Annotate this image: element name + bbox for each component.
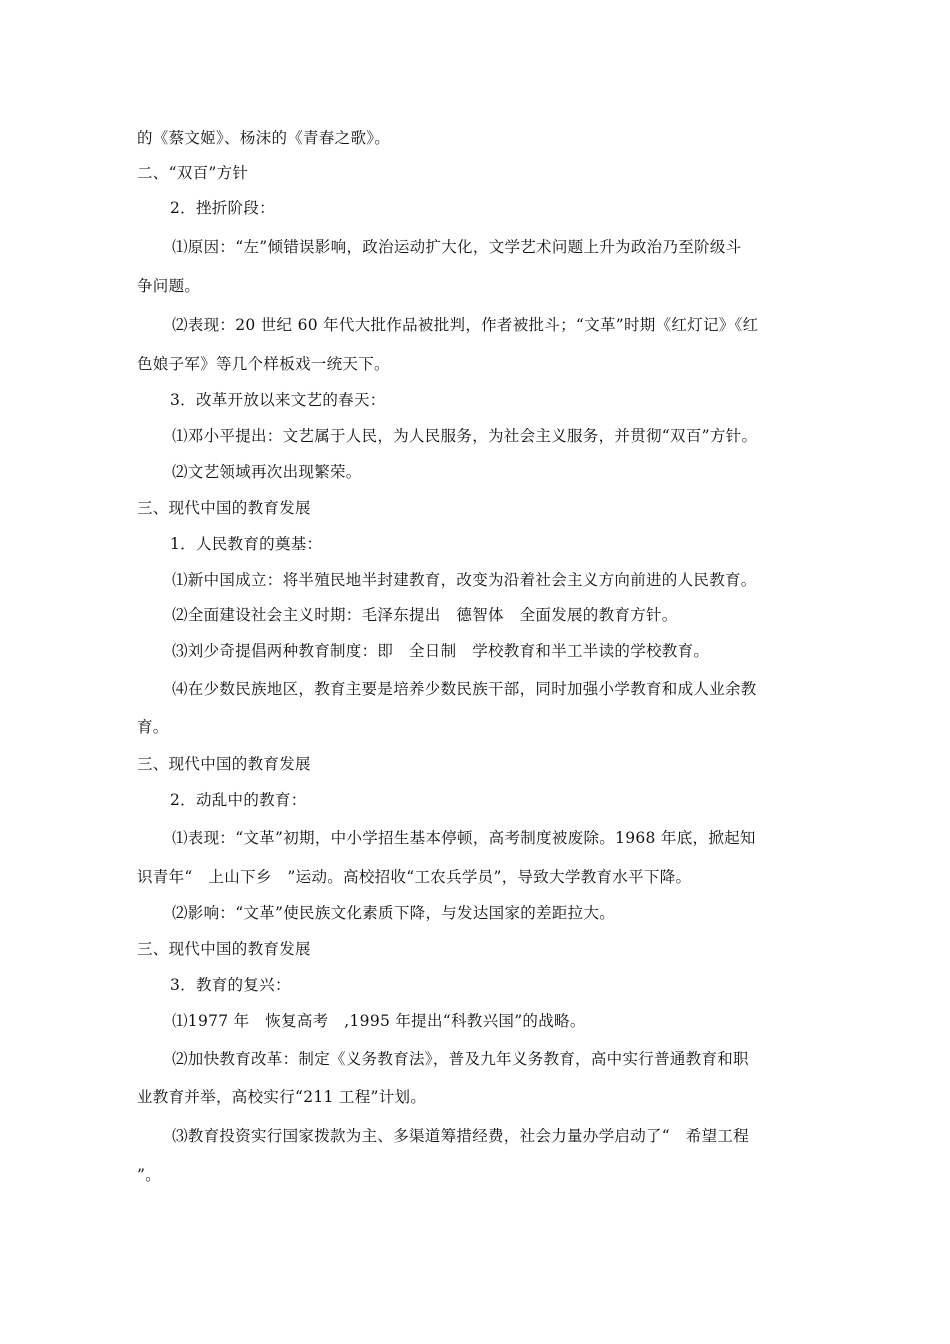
subsection-heading: 3．改革开放以来文艺的春天： <box>170 391 386 409</box>
text-line: ⑴表现：“文革”初期，中小学招生基本停顿，高考制度被废除。1968 年底，掀起知 <box>172 829 756 847</box>
text-line: 业教育并举，高校实行“211 工程”计划。 <box>137 1088 427 1106</box>
section-heading: 三、现代中国的教育发展 <box>137 499 311 517</box>
text-line: ⑷在少数民族地区，教育主要是培养少数民族干部，同时加强小学教育和成人业余教 <box>172 680 757 698</box>
subsection-heading: 1．人民教育的奠基： <box>170 535 323 553</box>
section-heading: 三、现代中国的教育发展 <box>137 940 311 958</box>
text-line: ⑵文艺领域再次出现繁荣。 <box>172 463 362 481</box>
text-line: ⑴邓小平提出：文艺属于人民，为人民服务，为社会主义服务，并贯彻“双百”方针。 <box>172 427 758 445</box>
text-line: ⑴新中国成立：将半殖民地半封建教育，改变为沿着社会主义方向前进的人民教育。 <box>172 571 757 589</box>
text-line: 育。 <box>137 718 169 736</box>
subsection-heading: 3．教育的复兴： <box>170 976 291 994</box>
text-line: ⑵影响：“文革”使民族文化素质下降，与发达国家的差距拉大。 <box>172 904 616 922</box>
text-line: 的《蔡文姬》、杨沫的《青春之歌》。 <box>137 129 391 147</box>
text-line: 识青年“ 上山下乡 ”运动。高校招收“工农兵学员”，导致大学教育水平下降。 <box>137 868 692 886</box>
text-line: ⑶刘少奇提倡两种教育制度：即 全日制 学校教育和半工半读的学校教育。 <box>172 642 710 660</box>
section-heading: 三、现代中国的教育发展 <box>137 755 311 773</box>
text-line: ⑴1977 年 恢复高考 ,1995 年提出“科教兴国”的战略。 <box>172 1012 586 1030</box>
text-line: ⑶教育投资实行国家拨款为主、多渠道筹措经费，社会力量办学启动了“ 希望工程 <box>172 1127 750 1145</box>
text-line: ⑵表现：20 世纪 60 年代大批作品被批判，作者被批斗；“文革”时期《红灯记》《红 <box>172 316 759 334</box>
subsection-heading: 2．挫折阶段： <box>170 199 275 217</box>
text-line: ⑵全面建设社会主义时期：毛泽东提出 德智体 全面发展的教育方针。 <box>172 606 678 624</box>
subsection-heading: 2．动乱中的教育： <box>170 791 307 809</box>
text-line: 争问题。 <box>137 277 201 295</box>
text-line: ”。 <box>137 1166 162 1184</box>
text-line: ⑵加快教育改革：制定《义务教育法》，普及九年义务教育，高中实行普通教育和职 <box>172 1050 749 1068</box>
text-line: ⑴原因：“左”倾错误影响，政治运动扩大化，文学艺术问题上升为政治乃至阶级斗 <box>172 238 742 256</box>
section-heading: 二、“双百”方针 <box>137 164 249 182</box>
text-line: 色娘子军》等几个样板戏一统天下。 <box>137 355 390 373</box>
